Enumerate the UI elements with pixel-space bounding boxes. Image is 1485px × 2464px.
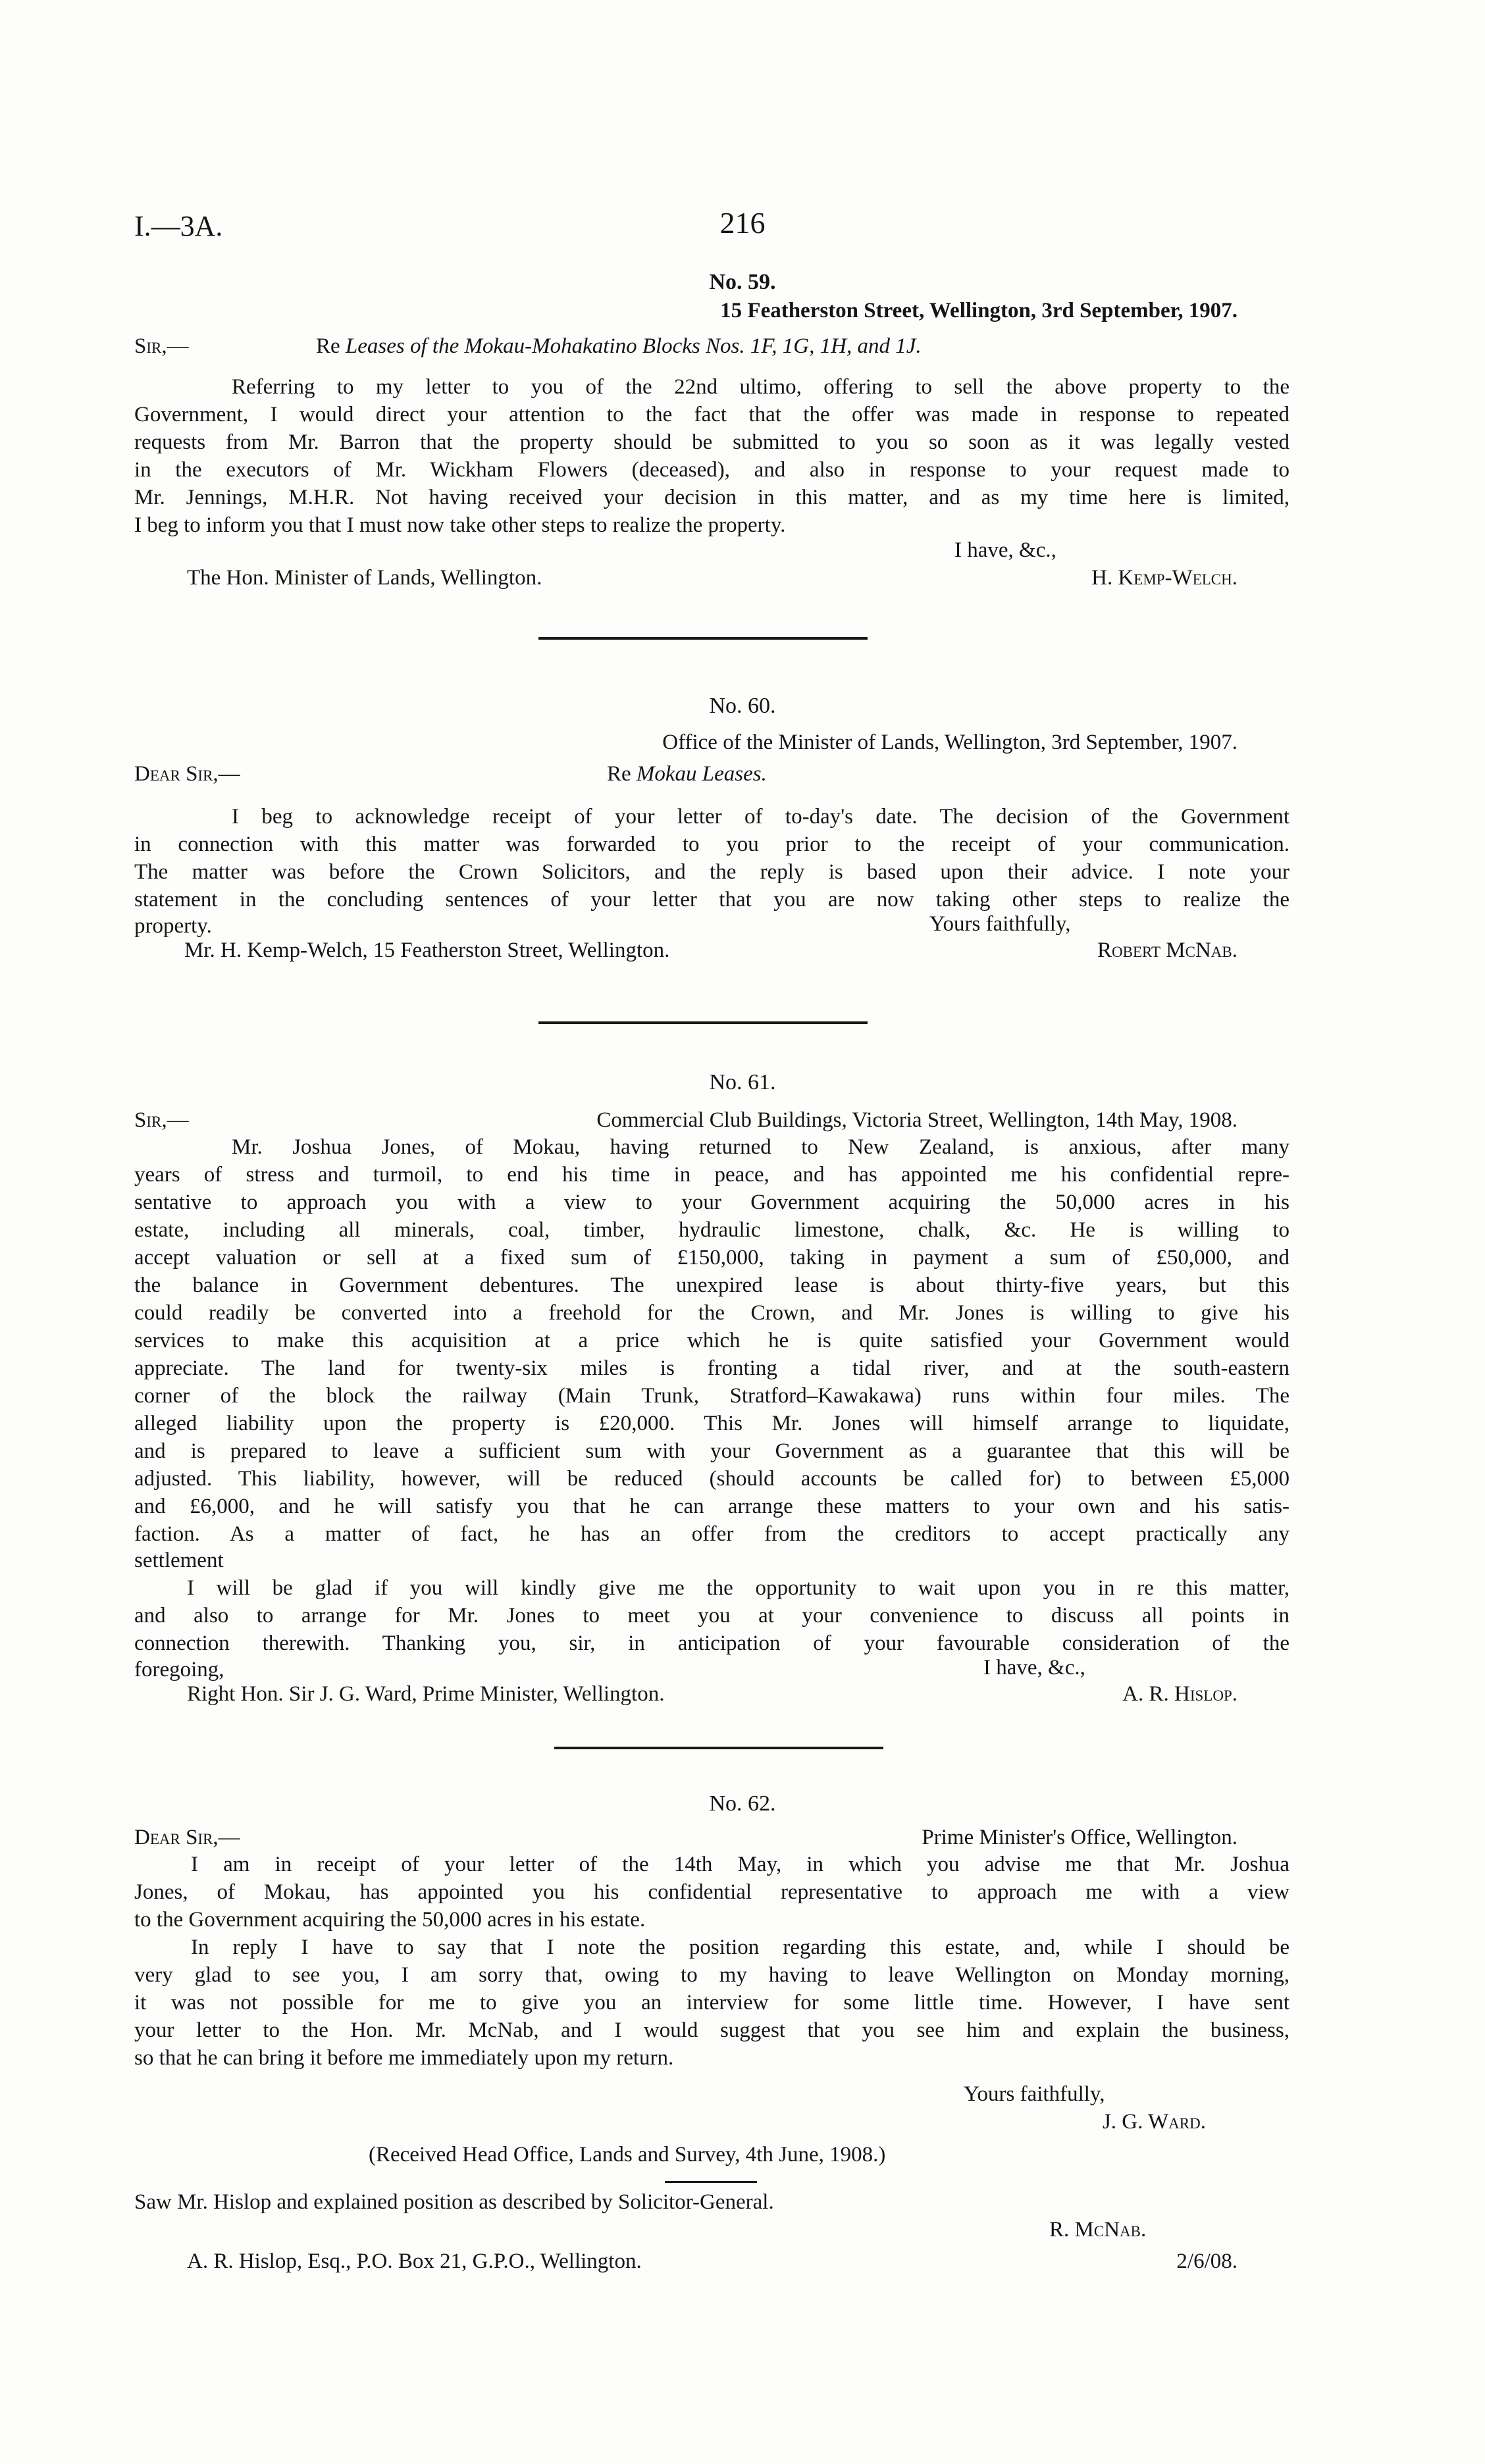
letter-salutation: Sir,— [134,334,189,358]
letter-addressee: Right Hon. Sir J. G. Ward, Prime Minister, Wellington. [187,1682,665,1706]
letter-line: in the executors of Mr. Wickham Flowers (deceased), and also in response to your request made to [134,458,1290,482]
letter-number: No. 59. [709,270,776,294]
minute-text: Saw Mr. Hislop and explained position as described by Solicitor-General. [134,2190,774,2214]
letter-line: it was not possible for me to give you an interview for some little time. However, I have sent [134,1991,1290,2015]
letter-line: I am in receipt of your letter of the 14th May, in which you advise me that Mr. Joshua [191,1853,1290,1876]
letter-addressee: A. R. Hislop, Esq., P.O. Box 21, G.P.O., Wellington. [187,2249,642,2273]
letter-signature: J. G. Ward. [1102,2110,1206,2134]
letter-line: in connection with this matter was forwarded to you prior to the receipt of your communication. [134,833,1290,856]
letter-line: I beg to acknowledge receipt of your letter of to-day's date. The decision of the Government [232,805,1290,829]
letter-line: appreciate. The land for twenty-six miles is fronting a tidal river, and at the south-eastern [134,1356,1290,1380]
letter-salutation: Dear Sir,— [134,1826,240,1849]
letter-line: and is prepared to leave a sufficient sum with your Government as a guarantee that this will be [134,1439,1290,1463]
letter-line: and £6,000, and he will satisfy you that he can arrange these matters to your own and his satis- [134,1495,1290,1518]
subject-text: Leases of the Mokau-Mohakatino Blocks Nos. 1F, 1G, 1H, and 1J. [345,334,922,358]
letter-line: I beg to inform you that I must now take other steps to realize the property. [134,513,786,537]
letter-line: could readily be converted into a freehold for the Crown, and Mr. Jones is willing to give his [134,1301,1290,1325]
minute-signature: R. McNab. [1049,2218,1147,2242]
received-stamp: (Received Head Office, Lands and Survey, 4th June, 1908.) [369,2143,886,2167]
letter-line: I will be glad if you will kindly give me the opportunity to wait upon you in re this matter, [187,1576,1290,1600]
letter-line: very glad to see you, I am sorry that, owing to my having to leave Wellington on Monday morning, [134,1963,1290,1987]
letter-address-date: Prime Minister's Office, Wellington. [922,1826,1238,1849]
letter-line: corner of the block the railway (Main Trunk, Stratford–Kawakawa) runs within four miles. The [134,1384,1290,1408]
letter-closing: Yours faithfully, [964,2082,1105,2106]
letter-line: the balance in Government debentures. The unexpired lease is about thirty-five years, but this [134,1273,1290,1297]
letter-signature: Robert McNab. [1097,938,1238,962]
letter-line: alleged liability upon the property is £20,000. This Mr. Jones will himself arrange to liquidate, [134,1412,1290,1435]
letter-line: accept valuation or sell at a fixed sum of £150,000, taking in payment a sum of £50,000, and [134,1246,1290,1270]
letter-line: Jones, of Mokau, has appointed you his confidential representative to approach me with a view [134,1880,1290,1904]
page-number: 216 [719,206,766,240]
letter-line: to the Government acquiring the 50,000 acres in his estate. [134,1908,646,1932]
letter-subject [316,334,922,359]
letter-line: Referring to my letter to you of the 22nd ultimo, offering to sell the above property to the [232,375,1290,399]
letter-salutation: Dear Sir,— [134,762,240,786]
letter-number: No. 62. [709,1791,776,1816]
letter-line: your letter to the Hon. Mr. McNab, and I would suggest that you see him and explain the business, [134,2018,1290,2042]
subject-prefix: Re [316,334,340,358]
letter-salutation: Sir,— [134,1108,189,1132]
letter-line: faction. As a matter of fact, he has an offer from the creditors to accept practically any [134,1522,1290,1546]
letter-line: requests from Mr. Barron that the property should be submitted to you so soon as it was legally vested [134,430,1290,454]
letter-line: Mr. Joshua Jones, of Mokau, having returned to New Zealand, is anxious, after many [232,1135,1290,1159]
letter-signature: A. R. Hislop. [1122,1682,1238,1706]
minute-date: 2/6/08. [1176,2249,1238,2273]
letter-address-date: Office of the Minister of Lands, Wellington, 3rd September, 1907. [662,731,1238,754]
letter-closing: Yours faithfully, [929,912,1071,936]
letter-line: In reply I have to say that I note the position regarding this estate, and, while I should be [191,1936,1290,1959]
letter-line: adjusted. This liability, however, will be reduced (should accounts be called for) to between £5,000 [134,1467,1290,1491]
letter-addressee: The Hon. Minister of Lands, Wellington. [187,566,542,590]
letter-addressee: Mr. H. Kemp-Welch, 15 Featherston Street, Wellington. [184,938,670,962]
section-divider [538,1021,868,1024]
letter-line: services to make this acquisition at a price which he is quite satisfied your Government would [134,1329,1290,1352]
letter-line: and also to arrange for Mr. Jones to meet you at your convenience to discuss all points in [134,1604,1290,1628]
section-divider [665,2181,757,2183]
letter-number: No. 60. [709,694,776,718]
letter-address-date: Commercial Club Buildings, Victoria Street, Wellington, 14th May, 1908. [596,1108,1238,1132]
letter-line: Mr. Jennings, M.H.R. Not having received your decision in this matter, and as my time here is limited, [134,486,1290,509]
letter-subject [607,762,767,786]
section-divider [538,637,868,640]
letter-line: sentative to approach you with a view to your Government acquiring the 50,000 acres in his [134,1191,1290,1214]
letter-closing: I have, &c., [983,1656,1085,1680]
page-reference: I.—3A. [134,210,223,242]
section-divider [554,1747,883,1749]
letter-line: connection therewith. Thanking you, sir, in anticipation of your favourable consideration of the [134,1631,1290,1655]
subject-prefix: Re [607,762,631,786]
letter-signature: H. Kemp-Welch. [1091,566,1238,590]
letter-line: The matter was before the Crown Solicitors, and the reply is based upon their advice. I note your [134,860,1290,884]
letter-line: so that he can bring it before me immediately upon my return. [134,2046,674,2070]
letter-number: No. 61. [709,1070,776,1094]
letter-closing: I have, &c., [954,538,1056,562]
letter-line: statement in the concluding sentences of your letter that you are now taking other steps to realize the [134,888,1290,911]
minute-note [134,2190,774,2215]
letter-address-date: 15 Featherston Street, Wellington, 3rd September, 1907. [720,299,1238,322]
letter-line: settlement [134,1549,224,1572]
letter-line: years of stress and turmoil, to end his time in peace, and has appointed me his confidential repre- [134,1163,1290,1187]
letter-line: foregoing, [134,1658,224,1681]
subject-text: Mokau Leases. [636,762,767,786]
letter-line: Government, I would direct your attention to the fact that the offer was made in response to repeated [134,403,1290,426]
letter-line: estate, including all minerals, coal, timber, hydraulic limestone, chalk, &c. He is willing to [134,1218,1290,1242]
letter-line: property. [134,914,212,938]
